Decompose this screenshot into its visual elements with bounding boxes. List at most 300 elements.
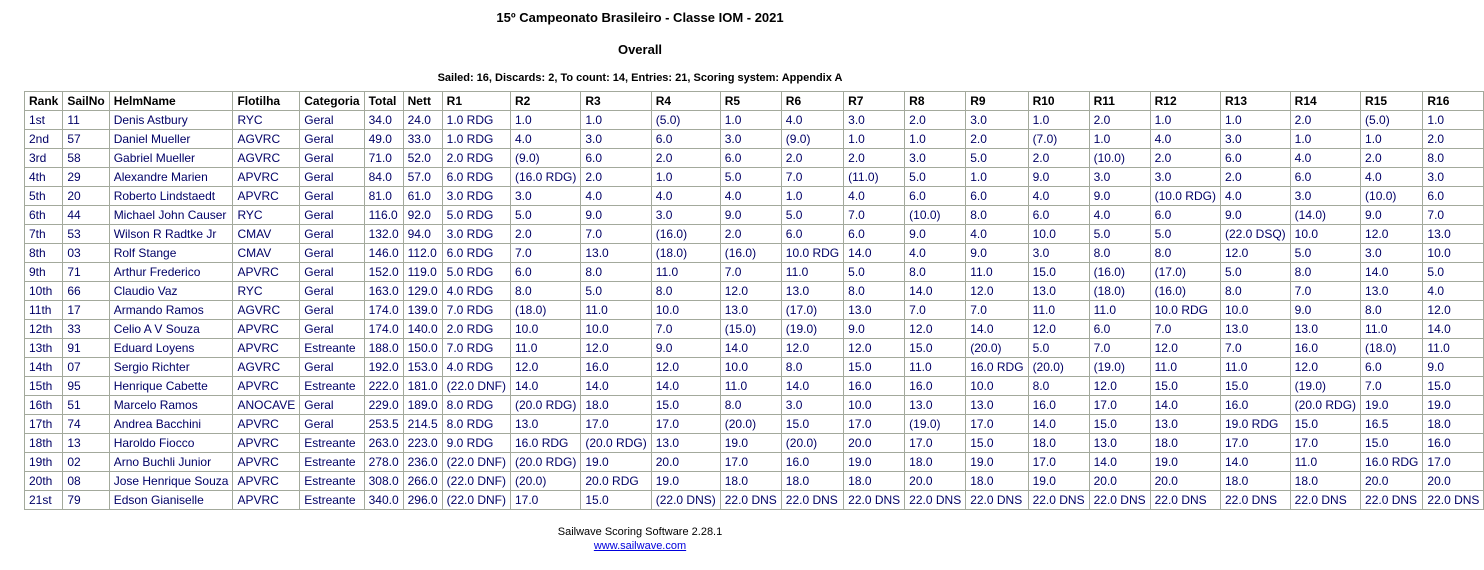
cell-r4: 20.0	[651, 453, 720, 472]
cell-r9: 14.0	[966, 320, 1028, 339]
cell-r6: 2.0	[781, 149, 843, 168]
cell-r9: 4.0	[966, 225, 1028, 244]
cell-categoria: Estreante	[300, 339, 364, 358]
table-row	[25, 111, 1484, 130]
cell-r13: 12.0	[1220, 244, 1290, 263]
cell-nett: 112.0	[403, 244, 442, 263]
cell-categoria: Geral	[300, 282, 364, 301]
cell-r12: 6.0	[1150, 206, 1220, 225]
table-row	[25, 434, 1484, 453]
cell-r3: 5.0	[581, 282, 651, 301]
cell-rank: 18th	[25, 434, 63, 453]
cell-total: 34.0	[364, 111, 403, 130]
cell-r13: (22.0 DSQ)	[1220, 225, 1290, 244]
software-credit: Sailwave Scoring Software 2.28.1	[557, 526, 723, 538]
column-header-r2: R2	[511, 92, 581, 111]
cell-helmname: Michael John Causer	[109, 206, 233, 225]
cell-r8: (19.0)	[905, 415, 966, 434]
column-header-r14: R14	[1290, 92, 1360, 111]
cell-rank: 1st	[25, 111, 63, 130]
cell-r3: 10.0	[581, 320, 651, 339]
cell-r6: 10.0 RDG	[781, 244, 843, 263]
cell-r16: 10.0	[1423, 244, 1484, 263]
cell-r3: 7.0	[581, 225, 651, 244]
cell-r8: 14.0	[905, 282, 966, 301]
cell-r15: 6.0	[1361, 358, 1423, 377]
table-row	[25, 187, 1484, 206]
cell-flotilha: APVRC	[233, 491, 300, 510]
cell-rank: 12th	[25, 320, 63, 339]
table-row	[25, 339, 1484, 358]
cell-total: 174.0	[364, 320, 403, 339]
table-row	[25, 244, 1484, 263]
cell-r16: 13.0	[1423, 225, 1484, 244]
cell-flotilha: APVRC	[233, 434, 300, 453]
cell-r2: 14.0	[511, 377, 581, 396]
cell-r4: 10.0	[651, 301, 720, 320]
cell-r6: 22.0 DNS	[781, 491, 843, 510]
cell-r12: 12.0	[1150, 339, 1220, 358]
column-header-helmname: HelmName	[109, 92, 233, 111]
cell-categoria: Geral	[300, 263, 364, 282]
cell-r10: 8.0	[1028, 377, 1089, 396]
cell-r8: 22.0 DNS	[905, 491, 966, 510]
cell-r10: 2.0	[1028, 149, 1089, 168]
cell-sailno: 13	[63, 434, 109, 453]
cell-r12: 20.0	[1150, 472, 1220, 491]
cell-flotilha: RYC	[233, 282, 300, 301]
cell-r1: 2.0 RDG	[442, 149, 510, 168]
cell-r5: 11.0	[720, 377, 781, 396]
cell-r16: 8.0	[1423, 149, 1484, 168]
cell-r6: (19.0)	[781, 320, 843, 339]
cell-r7: 16.0	[844, 377, 905, 396]
cell-r11: 1.0	[1089, 130, 1150, 149]
cell-r13: 10.0	[1220, 301, 1290, 320]
cell-r11: 14.0	[1089, 453, 1150, 472]
cell-helmname: Arno Buchli Junior	[109, 453, 233, 472]
cell-categoria: Geral	[300, 187, 364, 206]
cell-r11: (10.0)	[1089, 149, 1150, 168]
cell-r14: 17.0	[1290, 434, 1360, 453]
cell-total: 192.0	[364, 358, 403, 377]
cell-r3: 4.0	[581, 187, 651, 206]
cell-r15: 20.0	[1361, 472, 1423, 491]
cell-helmname: Armando Ramos	[109, 301, 233, 320]
cell-r7: 17.0	[844, 415, 905, 434]
cell-helmname: Roberto Lindstaedt	[109, 187, 233, 206]
cell-sailno: 33	[63, 320, 109, 339]
cell-r4: 14.0	[651, 377, 720, 396]
cell-r5: 1.0	[720, 111, 781, 130]
cell-r7: 18.0	[844, 472, 905, 491]
cell-r10: 10.0	[1028, 225, 1089, 244]
cell-r10: 11.0	[1028, 301, 1089, 320]
cell-r9: 17.0	[966, 415, 1028, 434]
cell-sailno: 02	[63, 453, 109, 472]
cell-r14: 11.0	[1290, 453, 1360, 472]
cell-r11: 4.0	[1089, 206, 1150, 225]
cell-r15: 15.0	[1361, 434, 1423, 453]
column-header-total: Total	[364, 92, 403, 111]
cell-r12: 5.0	[1150, 225, 1220, 244]
cell-r15: 12.0	[1361, 225, 1423, 244]
column-header-r5: R5	[720, 92, 781, 111]
cell-r2: 17.0	[511, 491, 581, 510]
cell-r15: 7.0	[1361, 377, 1423, 396]
cell-r4: (18.0)	[651, 244, 720, 263]
cell-nett: 223.0	[403, 434, 442, 453]
cell-r1: 6.0 RDG	[442, 168, 510, 187]
cell-r6: 16.0	[781, 453, 843, 472]
cell-r2: (20.0)	[511, 472, 581, 491]
cell-flotilha: APVRC	[233, 415, 300, 434]
cell-nett: 236.0	[403, 453, 442, 472]
cell-r13: 19.0 RDG	[1220, 415, 1290, 434]
cell-total: 188.0	[364, 339, 403, 358]
cell-r10: 5.0	[1028, 339, 1089, 358]
cell-r4: 7.0	[651, 320, 720, 339]
cell-r12: 15.0	[1150, 377, 1220, 396]
cell-r12: 14.0	[1150, 396, 1220, 415]
cell-flotilha: APVRC	[233, 320, 300, 339]
column-header-r4: R4	[651, 92, 720, 111]
cell-r16: 22.0 DNS	[1423, 491, 1484, 510]
cell-r5: 22.0 DNS	[720, 491, 781, 510]
cell-r9: (20.0)	[966, 339, 1028, 358]
cell-r15: 4.0	[1361, 168, 1423, 187]
cell-r11: 22.0 DNS	[1089, 491, 1150, 510]
cell-r12: 18.0	[1150, 434, 1220, 453]
cell-r6: 6.0	[781, 225, 843, 244]
cell-helmname: Edson Gianiselle	[109, 491, 233, 510]
cell-r7: 15.0	[844, 358, 905, 377]
cell-r13: 2.0	[1220, 168, 1290, 187]
cell-r1: 4.0 RDG	[442, 358, 510, 377]
cell-rank: 2nd	[25, 130, 63, 149]
cell-categoria: Estreante	[300, 491, 364, 510]
cell-r1: (22.0 DNF)	[442, 491, 510, 510]
cell-r12: (17.0)	[1150, 263, 1220, 282]
cell-categoria: Geral	[300, 111, 364, 130]
cell-r6: 5.0	[781, 206, 843, 225]
cell-r4: 2.0	[651, 149, 720, 168]
cell-r9: 5.0	[966, 149, 1028, 168]
cell-r8: 13.0	[905, 396, 966, 415]
cell-total: 163.0	[364, 282, 403, 301]
cell-r14: 13.0	[1290, 320, 1360, 339]
cell-r11: (18.0)	[1089, 282, 1150, 301]
cell-r2: 1.0	[511, 111, 581, 130]
cell-r2: 10.0	[511, 320, 581, 339]
cell-r10: 9.0	[1028, 168, 1089, 187]
cell-rank: 17th	[25, 415, 63, 434]
cell-r3: 19.0	[581, 453, 651, 472]
cell-sailno: 44	[63, 206, 109, 225]
cell-r13: 3.0	[1220, 130, 1290, 149]
cell-rank: 13th	[25, 339, 63, 358]
cell-r11: 8.0	[1089, 244, 1150, 263]
cell-r6: 7.0	[781, 168, 843, 187]
cell-helmname: Rolf Stange	[109, 244, 233, 263]
cell-r3: (20.0 RDG)	[581, 434, 651, 453]
cell-r6: 3.0	[781, 396, 843, 415]
cell-r7: 5.0	[844, 263, 905, 282]
cell-r14: 2.0	[1290, 111, 1360, 130]
cell-r6: 4.0	[781, 111, 843, 130]
cell-r10: (20.0)	[1028, 358, 1089, 377]
cell-r5: 12.0	[720, 282, 781, 301]
cell-r16: 14.0	[1423, 320, 1484, 339]
cell-r10: 18.0	[1028, 434, 1089, 453]
cell-r15: (18.0)	[1361, 339, 1423, 358]
cell-r12: (10.0 RDG)	[1150, 187, 1220, 206]
cell-r8: 9.0	[905, 225, 966, 244]
cell-r15: 13.0	[1361, 282, 1423, 301]
cell-sailno: 29	[63, 168, 109, 187]
cell-r8: 15.0	[905, 339, 966, 358]
cell-nett: 61.0	[403, 187, 442, 206]
cell-r1: (22.0 DNF)	[442, 453, 510, 472]
cell-r5: 2.0	[720, 225, 781, 244]
table-row	[25, 282, 1484, 301]
cell-r14: 3.0	[1290, 187, 1360, 206]
cell-r4: 19.0	[651, 472, 720, 491]
cell-r4: 4.0	[651, 187, 720, 206]
cell-r8: 7.0	[905, 301, 966, 320]
cell-r4: 9.0	[651, 339, 720, 358]
cell-r9: 18.0	[966, 472, 1028, 491]
cell-flotilha: AGVRC	[233, 149, 300, 168]
cell-r5: (16.0)	[720, 244, 781, 263]
cell-r1: 4.0 RDG	[442, 282, 510, 301]
column-header-r1: R1	[442, 92, 510, 111]
cell-r12: 7.0	[1150, 320, 1220, 339]
cell-r3: 8.0	[581, 263, 651, 282]
cell-categoria: Estreante	[300, 377, 364, 396]
cell-r7: 9.0	[844, 320, 905, 339]
cell-rank: 10th	[25, 282, 63, 301]
cell-r12: 22.0 DNS	[1150, 491, 1220, 510]
cell-r4: 8.0	[651, 282, 720, 301]
cell-rank: 8th	[25, 244, 63, 263]
cell-r15: 22.0 DNS	[1361, 491, 1423, 510]
cell-r7: 22.0 DNS	[844, 491, 905, 510]
cell-rank: 14th	[25, 358, 63, 377]
cell-r16: 9.0	[1423, 358, 1484, 377]
cell-r8: 1.0	[905, 130, 966, 149]
column-header-r3: R3	[581, 92, 651, 111]
cell-nett: 296.0	[403, 491, 442, 510]
cell-r7: 8.0	[844, 282, 905, 301]
cell-sailno: 11	[63, 111, 109, 130]
cell-r3: 2.0	[581, 168, 651, 187]
cell-r5: 17.0	[720, 453, 781, 472]
cell-r13: 22.0 DNS	[1220, 491, 1290, 510]
cell-rank: 20th	[25, 472, 63, 491]
cell-r12: 10.0 RDG	[1150, 301, 1220, 320]
cell-r13: 1.0	[1220, 111, 1290, 130]
cell-sailno: 17	[63, 301, 109, 320]
column-header-r7: R7	[844, 92, 905, 111]
cell-r1: 8.0 RDG	[442, 396, 510, 415]
cell-r15: 19.0	[1361, 396, 1423, 415]
cell-nett: 140.0	[403, 320, 442, 339]
cell-r7: (11.0)	[844, 168, 905, 187]
cell-flotilha: APVRC	[233, 472, 300, 491]
cell-r1: 1.0 RDG	[442, 111, 510, 130]
cell-r5: 10.0	[720, 358, 781, 377]
cell-r8: 12.0	[905, 320, 966, 339]
cell-r1: 2.0 RDG	[442, 320, 510, 339]
cell-flotilha: AGVRC	[233, 130, 300, 149]
cell-flotilha: APVRC	[233, 263, 300, 282]
cell-r15: (5.0)	[1361, 111, 1423, 130]
cell-sailno: 51	[63, 396, 109, 415]
cell-r15: 14.0	[1361, 263, 1423, 282]
cell-r3: 12.0	[581, 339, 651, 358]
cell-r15: (10.0)	[1361, 187, 1423, 206]
column-header-sailno: SailNo	[63, 92, 109, 111]
cell-r14: 9.0	[1290, 301, 1360, 320]
cell-r1: 6.0 RDG	[442, 244, 510, 263]
cell-r10: 15.0	[1028, 263, 1089, 282]
cell-r16: 4.0	[1423, 282, 1484, 301]
cell-r13: 7.0	[1220, 339, 1290, 358]
footer	[24, 526, 1256, 552]
cell-nett: 94.0	[403, 225, 442, 244]
cell-categoria: Geral	[300, 225, 364, 244]
cell-r10: 17.0	[1028, 453, 1089, 472]
cell-r11: 13.0	[1089, 434, 1150, 453]
cell-helmname: Andrea Bacchini	[109, 415, 233, 434]
cell-r16: 12.0	[1423, 301, 1484, 320]
cell-r6: 12.0	[781, 339, 843, 358]
cell-r16: 1.0	[1423, 111, 1484, 130]
cell-r11: (19.0)	[1089, 358, 1150, 377]
cell-r5: 6.0	[720, 149, 781, 168]
cell-categoria: Geral	[300, 149, 364, 168]
column-header-r15: R15	[1361, 92, 1423, 111]
cell-r15: 2.0	[1361, 149, 1423, 168]
cell-r16: 5.0	[1423, 263, 1484, 282]
cell-categoria: Estreante	[300, 453, 364, 472]
cell-categoria: Geral	[300, 206, 364, 225]
cell-r5: 14.0	[720, 339, 781, 358]
cell-sailno: 08	[63, 472, 109, 491]
column-header-rank: Rank	[25, 92, 63, 111]
cell-total: 263.0	[364, 434, 403, 453]
cell-flotilha: ANOCAVE	[233, 396, 300, 415]
cell-r14: 12.0	[1290, 358, 1360, 377]
table-header	[25, 92, 1484, 111]
page-title: 15º Campeonato Brasileiro - Classe IOM - 2021	[496, 10, 784, 25]
cell-r6: 8.0	[781, 358, 843, 377]
cell-sailno: 03	[63, 244, 109, 263]
cell-flotilha: APVRC	[233, 339, 300, 358]
cell-helmname: Haroldo Fiocco	[109, 434, 233, 453]
cell-r6: 11.0	[781, 263, 843, 282]
cell-nett: 129.0	[403, 282, 442, 301]
cell-r12: 4.0	[1150, 130, 1220, 149]
cell-flotilha: AGVRC	[233, 358, 300, 377]
cell-rank: 5th	[25, 187, 63, 206]
cell-r5: (20.0)	[720, 415, 781, 434]
cell-categoria: Geral	[300, 244, 364, 263]
cell-r2: (18.0)	[511, 301, 581, 320]
cell-r4: 13.0	[651, 434, 720, 453]
cell-r5: 18.0	[720, 472, 781, 491]
cell-r4: 1.0	[651, 168, 720, 187]
table-row	[25, 491, 1484, 510]
cell-r6: (17.0)	[781, 301, 843, 320]
cell-r13: 8.0	[1220, 282, 1290, 301]
cell-r3: 13.0	[581, 244, 651, 263]
cell-r7: 12.0	[844, 339, 905, 358]
cell-r14: 1.0	[1290, 130, 1360, 149]
cell-r7: 19.0	[844, 453, 905, 472]
cell-total: 49.0	[364, 130, 403, 149]
cell-rank: 7th	[25, 225, 63, 244]
cell-r12: 1.0	[1150, 111, 1220, 130]
cell-r9: 11.0	[966, 263, 1028, 282]
cell-r11: 17.0	[1089, 396, 1150, 415]
cell-categoria: Geral	[300, 130, 364, 149]
cell-flotilha: AGVRC	[233, 301, 300, 320]
cell-r10: 13.0	[1028, 282, 1089, 301]
sailwave-link[interactable]: www.sailwave.com	[593, 540, 687, 552]
table-row	[25, 301, 1484, 320]
cell-r3: 16.0	[581, 358, 651, 377]
cell-helmname: Celio A V Souza	[109, 320, 233, 339]
cell-helmname: Daniel Mueller	[109, 130, 233, 149]
cell-sailno: 95	[63, 377, 109, 396]
cell-r13: 18.0	[1220, 472, 1290, 491]
cell-nett: 189.0	[403, 396, 442, 415]
cell-flotilha: APVRC	[233, 187, 300, 206]
cell-categoria: Geral	[300, 396, 364, 415]
cell-r10: 16.0	[1028, 396, 1089, 415]
cell-r9: 1.0	[966, 168, 1028, 187]
cell-r1: 3.0 RDG	[442, 187, 510, 206]
column-header-r8: R8	[905, 92, 966, 111]
cell-r2: 12.0	[511, 358, 581, 377]
cell-r15: 8.0	[1361, 301, 1423, 320]
cell-r13: 16.0	[1220, 396, 1290, 415]
cell-r11: 6.0	[1089, 320, 1150, 339]
cell-r9: 3.0	[966, 111, 1028, 130]
cell-r9: 6.0	[966, 187, 1028, 206]
results-table	[24, 91, 1484, 510]
cell-r13: 17.0	[1220, 434, 1290, 453]
cell-r4: 11.0	[651, 263, 720, 282]
cell-r16: 16.0	[1423, 434, 1484, 453]
cell-r8: 16.0	[905, 377, 966, 396]
cell-r2: 3.0	[511, 187, 581, 206]
cell-rank: 9th	[25, 263, 63, 282]
cell-sailno: 74	[63, 415, 109, 434]
cell-nett: 33.0	[403, 130, 442, 149]
cell-helmname: Marcelo Ramos	[109, 396, 233, 415]
cell-r9: 19.0	[966, 453, 1028, 472]
cell-r6: 1.0	[781, 187, 843, 206]
cell-sailno: 57	[63, 130, 109, 149]
cell-r5: 19.0	[720, 434, 781, 453]
cell-r14: (14.0)	[1290, 206, 1360, 225]
cell-r4: (22.0 DNS)	[651, 491, 720, 510]
cell-r6: (9.0)	[781, 130, 843, 149]
cell-rank: 4th	[25, 168, 63, 187]
